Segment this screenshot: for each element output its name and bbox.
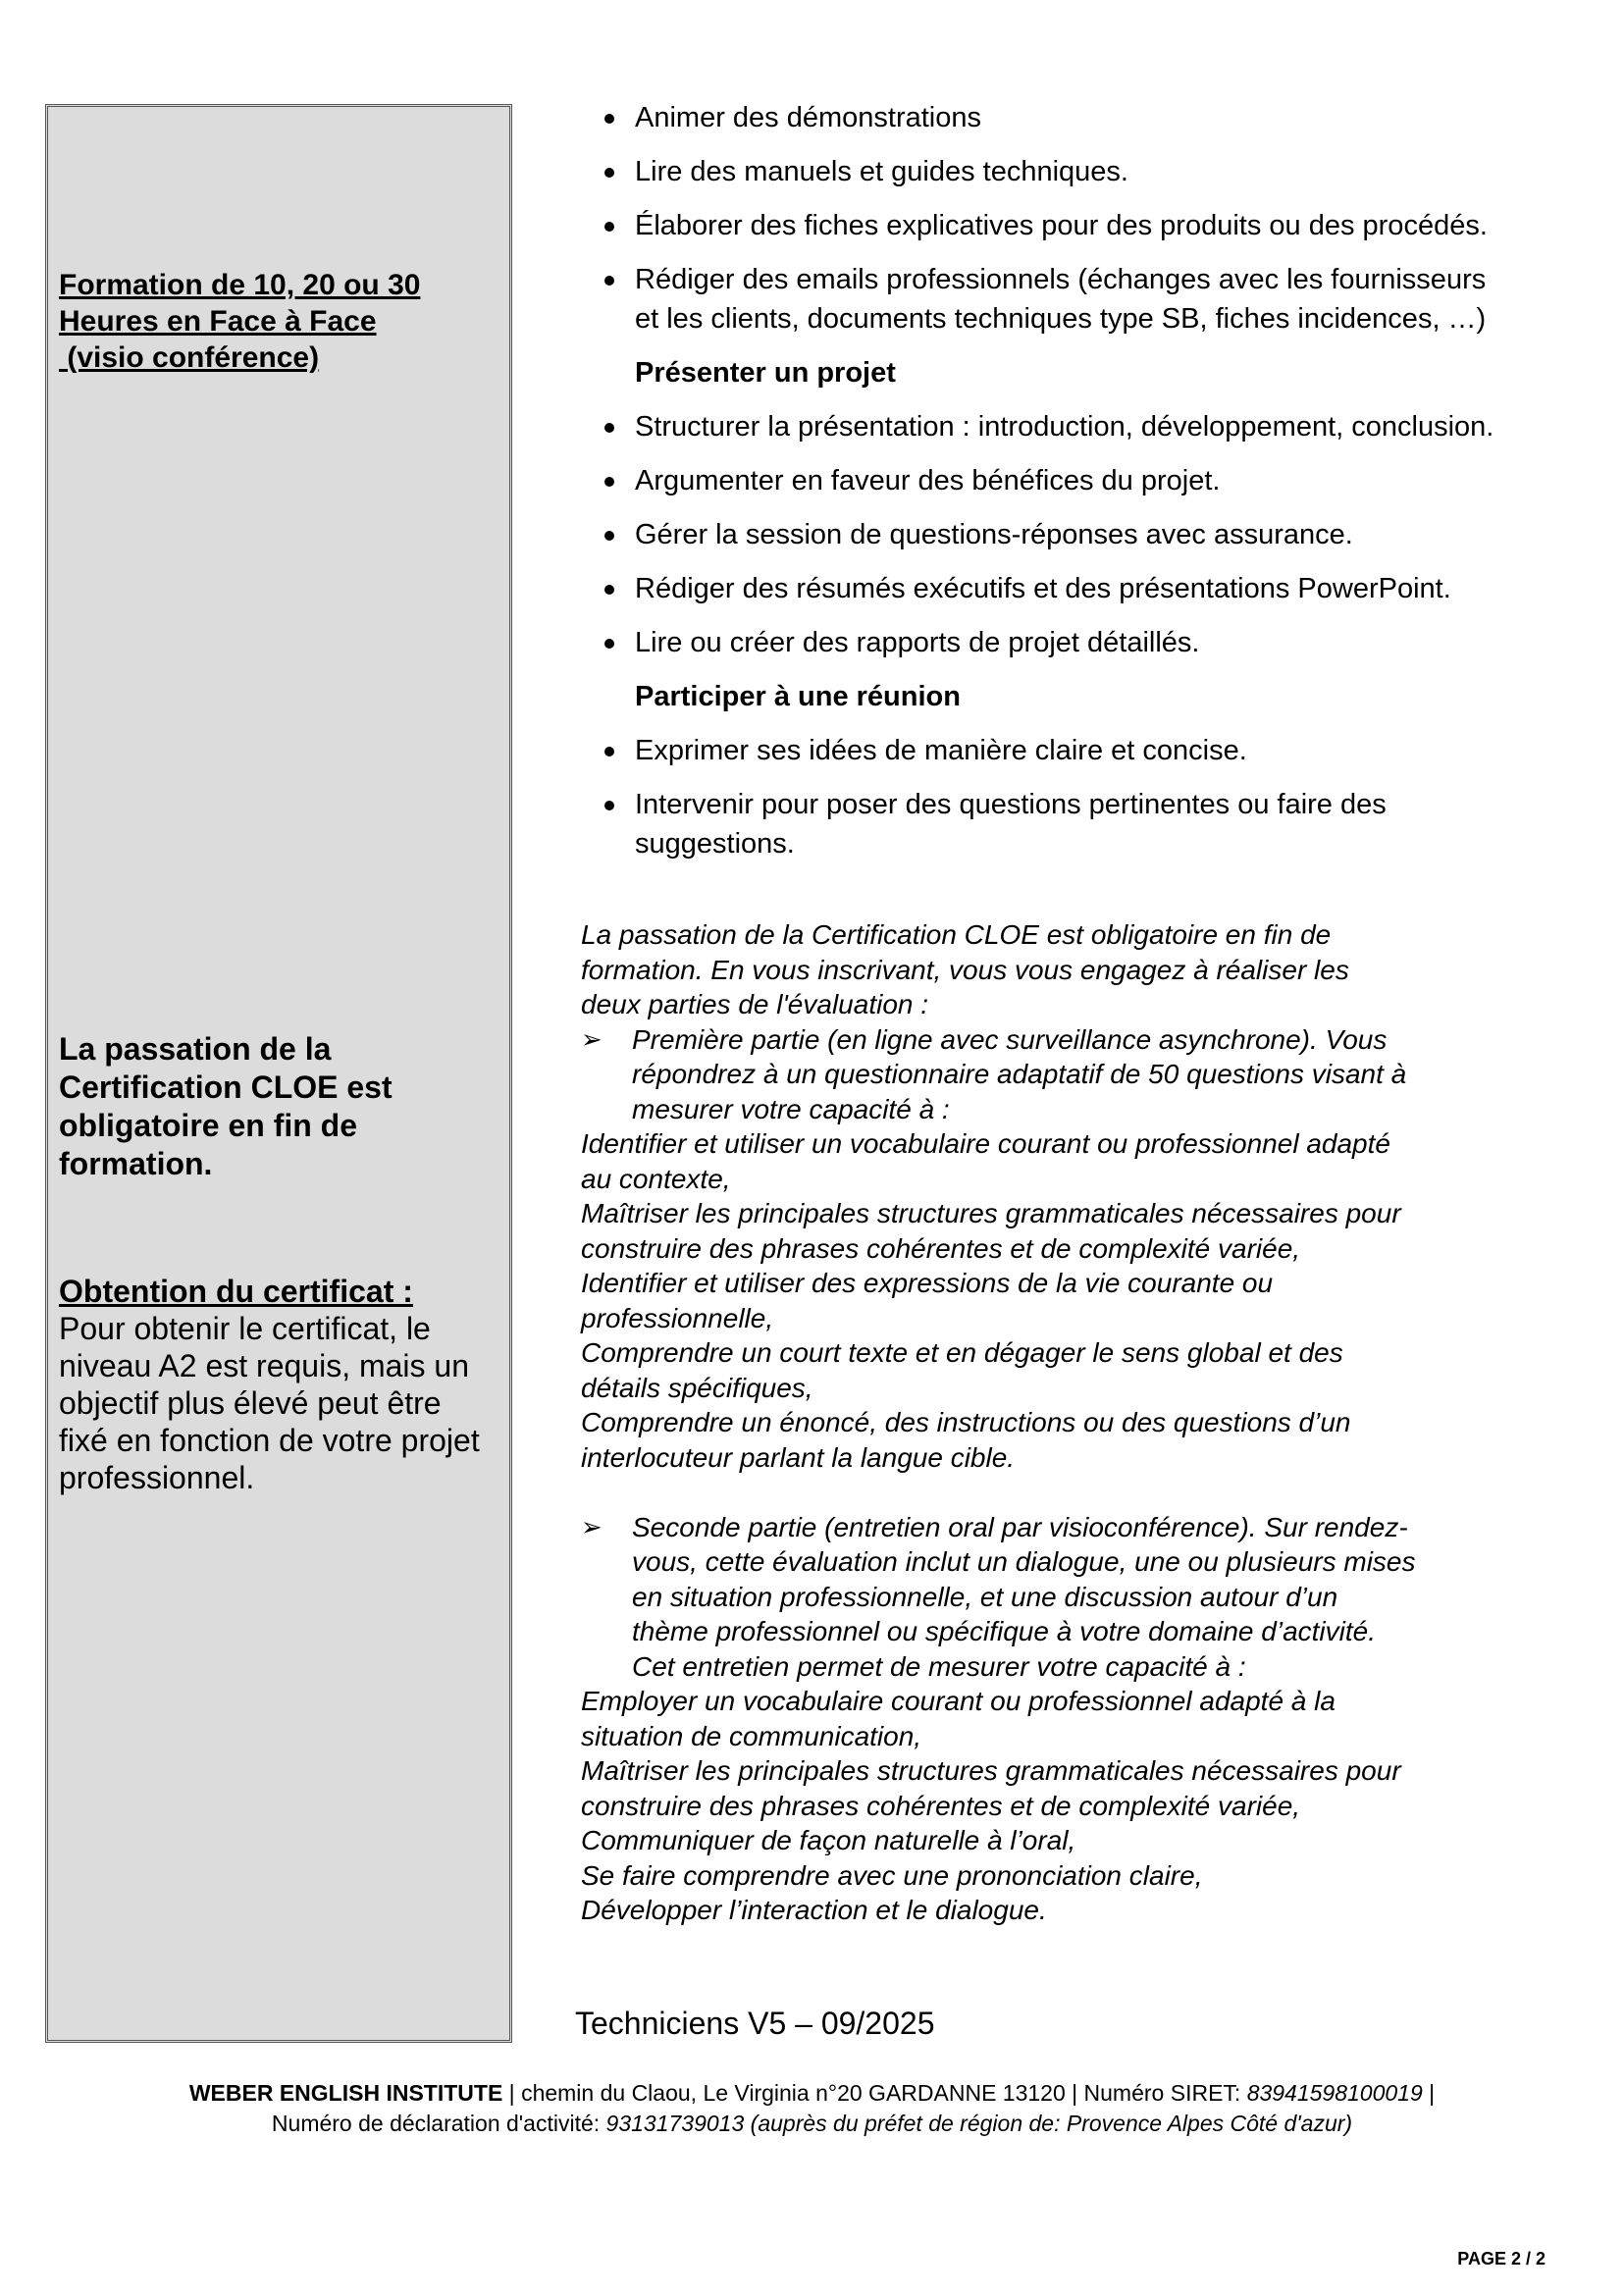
formation-title: [59, 267, 491, 376]
cert-skill-line: Identifier et utiliser un vocabulaire courant ou professionnel adapté: [581, 1128, 1390, 1159]
list-item: Structurer la présentation : introduction, développement, conclusion.: [601, 407, 1582, 446]
bullet-icon: [604, 114, 614, 124]
footer-siret-label: Numéro SIRET:: [1083, 2080, 1247, 2106]
cloe-note-line: La passation de la: [59, 1031, 332, 1067]
cert-skill-line: Maîtriser les principales structures grammaticales nécessaires pour: [581, 1755, 1401, 1786]
skills-list: [601, 98, 1582, 878]
obtention-line: professionnel.: [59, 1460, 255, 1495]
footer-address: chemin du Claou, Le Virginia n°20 GARDANNE 13120: [521, 2080, 1066, 2106]
bullet-icon: [604, 585, 614, 595]
obtention-body: [59, 1310, 505, 1496]
cert-intro-line: formation. En vous inscrivant, vous vous engagez à réaliser les: [581, 954, 1349, 985]
cert-skill-line: professionnelle,: [581, 1302, 774, 1333]
list-item: Rédiger des emails professionnels (échanges avec les fournisseurs et les clients, documents techniques type SB, fiches incidences, …): [601, 260, 1582, 339]
certification-section: [581, 917, 1562, 1928]
cert-skill-line: Identifier et utiliser des expressions de la vie courante ou: [581, 1268, 1274, 1298]
page-number: PAGE 2 / 2: [1457, 2249, 1545, 2269]
list-item: Élaborer des fiches explicatives pour des produits ou des procédés.: [601, 206, 1582, 245]
cert-intro-line: La passation de la Certification CLOE est obligatoire en fin de: [581, 919, 1332, 950]
footer-siret: 83941598100019: [1246, 2080, 1423, 2106]
bullet-icon: [604, 222, 614, 232]
arrow-bullet-icon: ➢: [581, 1023, 602, 1054]
obtention-line: Pour obtenir le certificat, le: [59, 1311, 431, 1346]
bullet-icon: [604, 168, 614, 178]
cert-skill-line: Se faire comprendre avec une prononciation claire,: [581, 1859, 1203, 1891]
formation-title-line: Formation de 10, 20 ou 30: [59, 269, 421, 301]
cert-part-1: ➢ Première partie (en ligne avec surveillance asynchrone). Vous répondrez à un questionnaire adaptatif de 50 questions visant à mesurer votre capacité à :: [581, 1023, 1407, 1124]
footer-decl-note: (auprès du préfet de région de: Provence Alpes Côté d'azur): [744, 2111, 1353, 2136]
cert-skill-line: Employer un vocabulaire courant ou professionnel adapté à la: [581, 1686, 1336, 1716]
cloe-note-line: obligatoire en fin de: [59, 1108, 358, 1143]
version-label: Techniciens V5 – 09/2025: [575, 2006, 935, 2041]
list-item: Intervenir pour poser des questions pertinentes ou faire des suggestions.: [601, 785, 1582, 863]
cert-skill-line: Maîtriser les principales structures grammaticales nécessaires pour: [581, 1198, 1401, 1228]
cert-intro-line: deux parties de l'évaluation :: [581, 989, 929, 1019]
obtention-section: [59, 1273, 505, 1496]
arrow-bullet-icon: ➢: [581, 1511, 602, 1541]
cert-skill-line: Comprendre un court texte et en dégager le sens global et des: [581, 1337, 1343, 1368]
footer-decl-label: Numéro de déclaration d'activité:: [271, 2111, 606, 2136]
bullet-icon: [604, 423, 614, 433]
section-heading-projet: Présenter un projet: [635, 357, 896, 389]
cert-skill-line: construire des phrases cohérentes et de complexité variée,: [581, 1232, 1301, 1264]
obtention-title: Obtention du certificat :: [59, 1274, 413, 1309]
obtention-line: niveau A2 est requis, mais un: [59, 1348, 470, 1383]
cert-skill-line: situation de communication,: [581, 1720, 922, 1751]
cloe-note: [59, 1030, 491, 1183]
list-item: Gérer la session de questions-réponses avec assurance.: [601, 515, 1582, 554]
bullet-icon: [604, 531, 614, 541]
list-item: Argumenter en faveur des bénéfices du projet.: [601, 461, 1582, 500]
obtention-line: objectif plus élevé peut être: [59, 1385, 442, 1421]
bullet-icon: [604, 276, 614, 286]
bullet-icon: [604, 639, 614, 649]
cert-part-2: ➢ Seconde partie (entretien oral par visioconférence). Sur rendez- vous, cette évaluation inclut un dialogue, une ou plusieurs mises en situation professionnelle, et une discussion autour d’un thème professionnel ou spécifique à votre domaine d’activité. Cet entretien permet de mesurer votre capacité à :: [581, 1511, 1416, 1682]
list-item: Rédiger des résumés exécutifs et des présentations PowerPoint.: [601, 569, 1582, 608]
obtention-line: fixé en fonction de votre projet: [59, 1423, 480, 1458]
bullet-icon: [604, 747, 614, 756]
list-item: Lire des manuels et guides techniques.: [601, 152, 1582, 191]
cert-skill-line: au contexte,: [581, 1163, 731, 1194]
cert-skill-line: détails spécifiques,: [581, 1372, 813, 1403]
footer-decl-number: 93131739013: [605, 2111, 745, 2136]
footer-line-2: [0, 2109, 1624, 2138]
list-item: Exprimer ses idées de manière claire et concise.: [601, 731, 1582, 770]
cert-skill-line: construire des phrases cohérentes et de complexité variée,: [581, 1790, 1301, 1821]
cert-skill-line: Comprendre un énoncé, des instructions ou des questions d’un: [581, 1407, 1351, 1437]
formation-title-line: (visio conférence): [59, 341, 320, 374]
footer-line-1: WEBER ENGLISH INSTITUTE | chemin du Claou, Le Virginia n°20 GARDANNE 13120 | Numéro SIRET: 83941598100019 |: [188, 2080, 1436, 2106]
bullet-icon: [604, 801, 614, 810]
cert-skill-line: Communiquer de façon naturelle à l’oral,: [581, 1825, 1076, 1855]
cert-skill-line: interlocuteur parlant la langue cible.: [581, 1441, 1016, 1473]
list-item: Lire ou créer des rapports de projet détaillés.: [601, 623, 1582, 662]
footer-org: WEBER ENGLISH INSTITUTE: [188, 2080, 503, 2106]
cloe-note-line: Certification CLOE est: [59, 1069, 393, 1105]
section-heading-reunion: Participer à une réunion: [635, 681, 961, 712]
list-item: Animer des démonstrations: [601, 98, 1582, 137]
bullet-icon: [604, 477, 614, 487]
cloe-note-line: formation.: [59, 1146, 213, 1181]
formation-title-line: Heures en Face à Face: [59, 305, 377, 338]
cert-skill-line: Développer l’interaction et le dialogue.: [581, 1895, 1047, 1925]
